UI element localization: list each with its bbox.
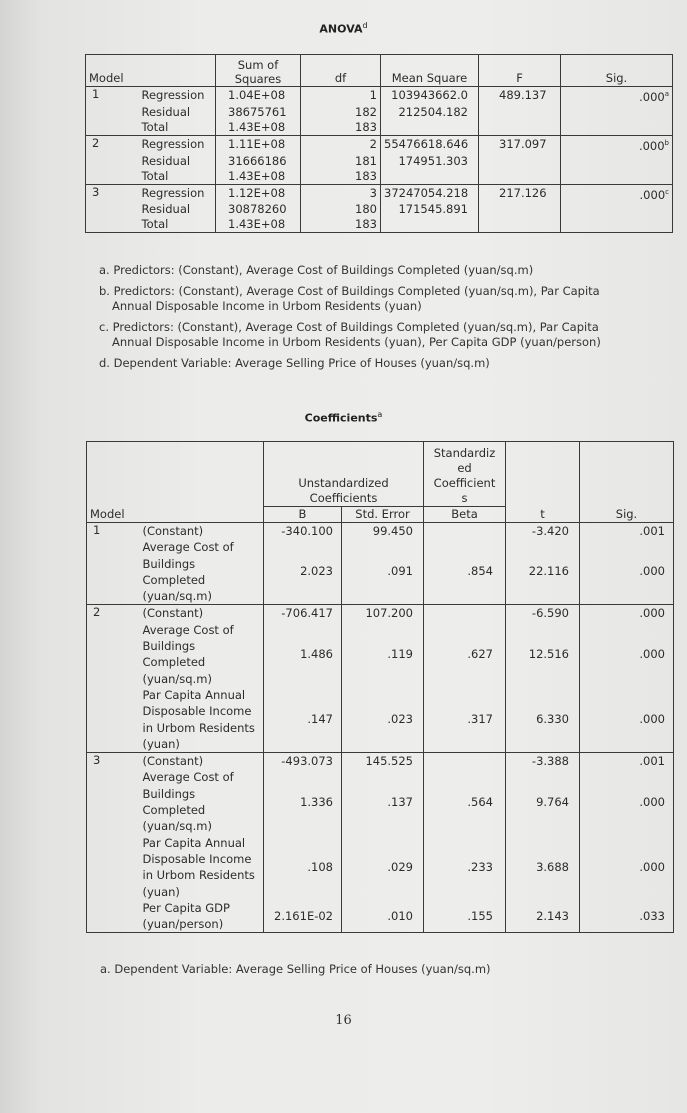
anova-df: 183 xyxy=(301,169,381,185)
coef-predictor-label xyxy=(139,769,264,834)
coef-beta: .854 xyxy=(424,539,506,605)
anova-sig xyxy=(561,217,673,233)
anova-row xyxy=(86,105,673,120)
coef-predictor-label-line: in Urbom Residents xyxy=(142,868,255,883)
anova-sig-value: .000 xyxy=(638,138,665,153)
coef-header-beta: Beta xyxy=(424,507,506,523)
anova-sig-footnote-marker: a xyxy=(664,90,669,98)
coef-sig: .000 xyxy=(580,539,674,605)
coef-header-t: t xyxy=(506,442,580,523)
anova-footnote-b: b. Predictors: (Constant), Average Cost of Buildings Completed (yuan/sq.m), Par Capita xyxy=(99,284,600,298)
coef-predictor-label xyxy=(139,835,264,900)
anova-mean-square xyxy=(381,217,479,233)
anova-sig xyxy=(561,135,673,153)
anova-df: 183 xyxy=(301,120,381,136)
anova-row-label: Residual xyxy=(141,202,191,217)
coef-b: -340.100 xyxy=(264,523,342,540)
coef-sig: .033 xyxy=(580,900,674,933)
coef-predictor-label xyxy=(139,539,264,605)
coef-predictor-label xyxy=(139,753,264,770)
coef-b: 2.023 xyxy=(264,539,342,605)
coef-row xyxy=(87,835,674,900)
coef-b: 1.336 xyxy=(264,769,342,834)
coef-row xyxy=(87,900,674,933)
coef-beta: .564 xyxy=(424,769,506,834)
anova-mean-square: 174951.303 xyxy=(381,154,479,169)
coef-beta: .155 xyxy=(424,900,506,933)
anova-sig xyxy=(561,184,673,202)
anova-mean-square: 212504.182 xyxy=(381,105,479,120)
anova-f: 317.097 xyxy=(479,135,561,153)
coef-predictor-label-line: (yuan) xyxy=(142,736,180,751)
anova-row-label: Residual xyxy=(141,153,191,168)
coef-predictor-label-line: Completed xyxy=(142,572,206,587)
coef-std-error: .023 xyxy=(342,687,424,753)
anova-row xyxy=(86,202,673,217)
coef-sig: .000 xyxy=(580,769,674,834)
coef-predictor-label xyxy=(139,900,264,933)
coef-predictor-label-line: Par Capita Annual xyxy=(142,835,246,850)
anova-sig-value: .000 xyxy=(639,187,666,202)
anova-footnote-c: c. Predictors: (Constant), Average Cost of Buildings Completed (yuan/sq.m), Par Capita xyxy=(99,320,599,334)
anova-footnote-d: d. Dependent Variable: Average Selling Price of Houses (yuan/sq.m) xyxy=(99,356,490,370)
coef-sig: .000 xyxy=(580,835,674,900)
anova-footnotes xyxy=(99,263,601,371)
coef-row xyxy=(87,605,674,622)
coef-t: 6.330 xyxy=(506,687,580,753)
coef-beta: .233 xyxy=(424,835,506,900)
anova-df: 183 xyxy=(301,217,381,233)
anova-row xyxy=(86,135,673,153)
anova-df: 3 xyxy=(301,184,381,202)
anova-sum-of-squares: 31666186 xyxy=(216,154,301,169)
coef-beta xyxy=(424,753,506,770)
anova-f: 489.137 xyxy=(479,87,561,105)
coef-model-number: 2 xyxy=(87,605,139,753)
coef-header-unstandardized: Unstandardized Coefficients xyxy=(264,442,424,507)
anova-title: ANOVA$^d$ xyxy=(319,21,368,36)
anova-f: 217.126 xyxy=(479,184,561,202)
coef-predictor-label xyxy=(139,687,264,753)
anova-sum-of-squares: 1.11E+08 xyxy=(216,135,301,153)
coef-t: 12.516 xyxy=(506,622,580,687)
anova-header-mean-square: Mean Square xyxy=(381,55,479,87)
anova-f xyxy=(479,120,561,136)
coef-std-error: .010 xyxy=(342,900,424,933)
anova-sum-of-squares: 30878260 xyxy=(216,202,301,217)
coef-predictor-label-line: (Constant) xyxy=(142,524,204,538)
coef-header-model: Model xyxy=(87,442,264,523)
coef-predictor-label xyxy=(139,523,264,540)
anova-sum-of-squares: 1.12E+08 xyxy=(216,184,301,202)
coef-sig: .000 xyxy=(580,687,674,753)
coef-b: 2.161E-02 xyxy=(264,900,342,933)
anova-model-number: 2 xyxy=(86,135,138,184)
coef-model-number: 1 xyxy=(93,523,101,537)
coef-t: 2.143 xyxy=(506,900,580,933)
coef-predictor-label-line: (Constant) xyxy=(142,754,204,769)
coef-std-error: 145.525 xyxy=(342,753,424,770)
coef-predictor-label-line: Buildings xyxy=(142,639,196,654)
coef-predictor-label-line: (yuan/sq.m) xyxy=(142,819,212,834)
anova-row-label: Regression xyxy=(138,135,216,153)
coef-predictor-label xyxy=(139,622,264,687)
coef-t: 22.116 xyxy=(506,539,580,605)
coef-predictor-label-line: Average Cost of xyxy=(142,540,234,555)
coef-std-error: .029 xyxy=(342,835,424,900)
anova-mean-square: 171545.891 xyxy=(381,202,479,217)
coef-row xyxy=(87,539,674,605)
coef-t: -6.590 xyxy=(506,605,580,622)
anova-header-model: Model xyxy=(86,55,216,87)
coef-predictor-label-line: Per Capita GDP xyxy=(142,900,230,915)
anova-table xyxy=(85,54,673,233)
coef-header-standardized: Standardiz ed Coefficient s xyxy=(424,442,506,507)
anova-mean-square: 103943662.0 xyxy=(381,87,479,105)
anova-sum-of-squares: 1.43E+08 xyxy=(216,217,301,233)
coef-model-number: 3 xyxy=(87,753,139,933)
anova-sum-of-squares: 1.43E+08 xyxy=(216,120,301,136)
anova-sig xyxy=(561,169,673,185)
coef-predictor-label-line: Average Cost of xyxy=(142,770,234,785)
coef-std-error: .119 xyxy=(342,622,424,687)
coef-std-error: 99.450 xyxy=(342,523,424,540)
coef-row xyxy=(87,687,674,753)
coef-predictor-label-line: Buildings xyxy=(142,786,196,801)
anova-row xyxy=(86,169,673,185)
coef-predictor-label-line: Completed xyxy=(142,803,206,818)
coefficients-title: Coefficients$^a$ xyxy=(304,410,383,425)
anova-row xyxy=(86,87,673,105)
coef-b: .147 xyxy=(264,687,342,753)
anova-f xyxy=(479,202,561,217)
anova-df: 182 xyxy=(301,105,381,120)
anova-df: 2 xyxy=(301,135,381,153)
anova-sig-footnote-marker: b xyxy=(664,138,669,147)
anova-sig xyxy=(561,154,673,169)
coefficients-table xyxy=(86,441,674,933)
anova-df: 180 xyxy=(301,202,381,217)
coef-b: -706.417 xyxy=(264,605,342,622)
anova-mean-square: 55476618.646 xyxy=(381,135,479,153)
coef-sig: .000 xyxy=(580,605,674,622)
coef-std-error: .091 xyxy=(342,539,424,605)
anova-row-label: Total xyxy=(141,217,169,232)
anova-sum-of-squares: 1.04E+08 xyxy=(216,87,301,105)
coef-row xyxy=(87,753,674,770)
anova-sig xyxy=(561,202,673,217)
anova-model-number: 3 xyxy=(86,184,138,233)
coefficients-footnote: a. Dependent Variable: Average Selling Price of Houses (yuan/sq.m) xyxy=(100,962,491,976)
anova-header-sig: Sig. xyxy=(561,55,673,87)
anova-row-label: Total xyxy=(141,119,169,134)
coef-predictor-label-line: Completed xyxy=(142,655,206,670)
anova-sig-value: .000 xyxy=(639,89,665,104)
anova-row-label: Residual xyxy=(141,104,191,119)
coef-t: 3.688 xyxy=(506,835,580,900)
coef-header-b: B xyxy=(264,507,342,523)
coef-row xyxy=(87,769,674,834)
coef-beta: .317 xyxy=(424,687,506,753)
anova-row xyxy=(86,154,673,169)
coef-sig: .001 xyxy=(580,523,674,540)
coef-b: -493.073 xyxy=(264,753,342,770)
coef-t: 9.764 xyxy=(506,769,580,834)
anova-model-number: 1 xyxy=(92,87,100,101)
coef-predictor-label-line: Average Cost of xyxy=(142,622,234,637)
coef-t: -3.420 xyxy=(506,523,580,540)
coef-predictor-label-line: Buildings xyxy=(142,556,196,571)
coef-predictor-label-line: (yuan/person) xyxy=(142,917,224,932)
anova-header-f: F xyxy=(479,55,561,87)
coef-predictor-label-line: Disposable Income xyxy=(142,704,252,719)
anova-f xyxy=(479,105,561,120)
anova-footnote-b-cont: Annual Disposable Income in Urbom Residents (yuan) xyxy=(112,299,422,313)
coef-sig: .001 xyxy=(580,753,674,770)
anova-row-label: Regression xyxy=(141,88,205,103)
anova-mean-square xyxy=(381,169,479,185)
anova-df: 181 xyxy=(301,154,381,169)
coef-std-error: .137 xyxy=(342,769,424,834)
anova-header-sum-of-squares: Sum of Squares xyxy=(216,55,301,87)
anova-f xyxy=(479,169,561,185)
coef-predictor-label xyxy=(139,605,264,622)
coef-b: .108 xyxy=(264,835,342,900)
anova-row xyxy=(86,184,673,202)
coef-beta xyxy=(424,605,506,622)
coef-b: 1.486 xyxy=(264,622,342,687)
coef-t: -3.388 xyxy=(506,753,580,770)
anova-row xyxy=(86,217,673,233)
anova-sig-footnote-marker: c xyxy=(665,187,669,196)
anova-df: 1 xyxy=(301,87,381,105)
anova-sum-of-squares: 1.43E+08 xyxy=(216,169,301,185)
anova-header-df: df xyxy=(301,55,381,87)
anova-row-label: Regression xyxy=(138,184,216,202)
anova-sum-of-squares: 38675761 xyxy=(216,105,301,120)
anova-row-label: Total xyxy=(141,168,169,183)
coef-predictor-label-line: Par Capita Annual xyxy=(142,687,246,702)
coef-predictor-label-line: (yuan/sq.m) xyxy=(142,671,212,686)
coef-std-error: 107.200 xyxy=(342,605,424,622)
coef-header-std-error: Std. Error xyxy=(342,507,424,523)
anova-f xyxy=(479,217,561,233)
anova-footnote-a: a. Predictors: (Constant), Average Cost of Buildings Completed (yuan/sq.m) xyxy=(99,263,534,277)
anova-sig xyxy=(561,87,673,105)
coef-predictor-label-line: Disposable Income xyxy=(142,851,252,866)
anova-sig xyxy=(561,120,673,136)
coef-predictor-label-line: in Urbom Residents xyxy=(142,720,255,735)
coef-header-sig: Sig. xyxy=(580,442,674,523)
anova-footnote-c-cont: Annual Disposable Income in Urbom Residents (yuan), Per Capita GDP (yuan/person) xyxy=(112,335,601,349)
page-number: 16 xyxy=(335,1013,352,1028)
coef-row xyxy=(87,523,674,540)
coef-row xyxy=(87,622,674,687)
coef-predictor-label-line: (yuan) xyxy=(142,884,180,899)
coef-beta: .627 xyxy=(424,622,506,687)
coef-beta xyxy=(424,523,506,540)
anova-row xyxy=(86,120,673,136)
coef-predictor-label-line: (Constant) xyxy=(142,606,204,621)
anova-sig xyxy=(561,105,673,120)
coef-predictor-label-line: (yuan/sq.m) xyxy=(142,589,212,604)
anova-mean-square xyxy=(381,120,479,136)
anova-f xyxy=(479,154,561,169)
anova-mean-square: 37247054.218 xyxy=(381,184,479,202)
coef-sig: .000 xyxy=(580,622,674,687)
